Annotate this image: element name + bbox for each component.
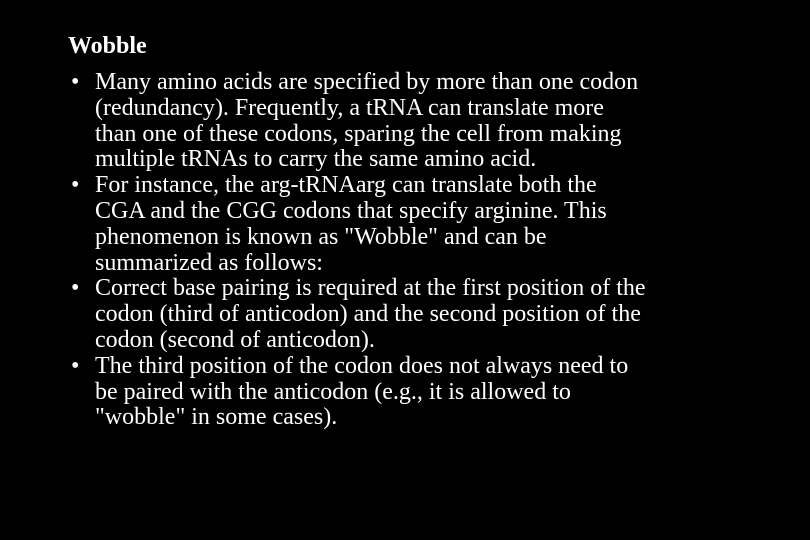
bullet-dot-icon: • bbox=[71, 172, 80, 199]
bullet-text-line: codon (third of anticodon) and the second position of the bbox=[95, 301, 641, 328]
bullet-text-line: multiple tRNAs to carry the same amino acid. bbox=[95, 146, 537, 173]
bullet-text-line: CGA and the CGG codons that specify arginine. This bbox=[95, 197, 607, 224]
bullet-text-line: codon (second of anticodon). bbox=[95, 326, 375, 353]
bullet-text-line: than one of these codons, sparing the cell from making bbox=[95, 120, 622, 147]
bullet-dot-icon: • bbox=[71, 352, 80, 379]
bullet-text-line: Many amino acids are specified by more than one codon bbox=[95, 69, 639, 95]
bullet-dot-icon: • bbox=[71, 275, 80, 302]
slide-title: Wobble bbox=[68, 33, 147, 59]
bullet-text-line: be paired with the anticodon (e.g., it is allowed to bbox=[95, 378, 571, 405]
bullet-list bbox=[68, 70, 758, 431]
bullet-item bbox=[68, 70, 758, 173]
bullet-text-line: Correct base pairing is required at the first position of the bbox=[95, 275, 646, 302]
bullet-text-line: (redundancy). Frequently, a tRNA can translate more bbox=[95, 94, 604, 121]
bullet-text-line: summarized as follows: bbox=[95, 249, 323, 276]
bullet-item bbox=[68, 276, 758, 353]
bullet-text-line: The third position of the codon does not always need to bbox=[95, 352, 629, 379]
bullet-text-line: "wobble" in some cases). bbox=[95, 404, 338, 431]
bullet-text-line: phenomenon is known as "Wobble" and can be bbox=[95, 223, 547, 250]
bullet-item bbox=[68, 173, 758, 276]
bullet-item bbox=[68, 354, 758, 431]
bullet-text-line: For instance, the arg-tRNAarg can translate both the bbox=[95, 172, 597, 199]
bullet-dot-icon: • bbox=[71, 69, 80, 95]
